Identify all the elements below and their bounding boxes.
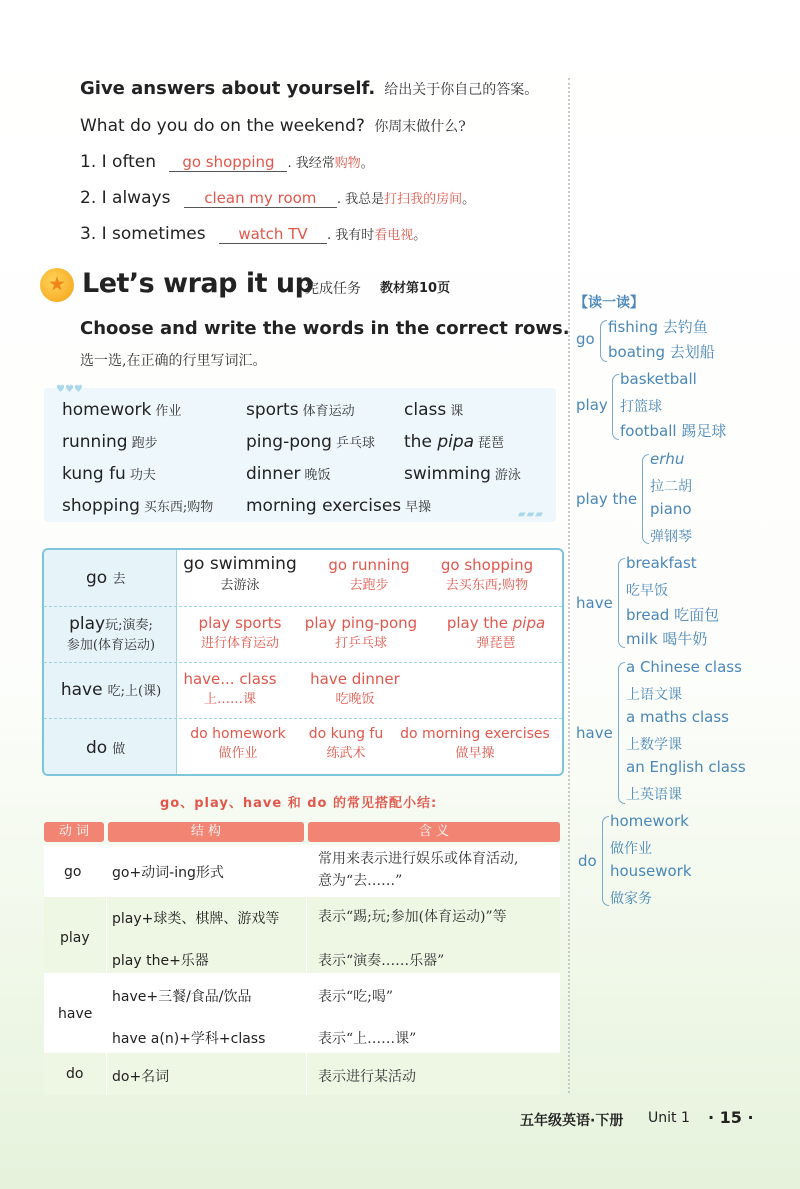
task1-title: Give answers about yourself. bbox=[80, 78, 376, 99]
verb-go: go 去 bbox=[86, 568, 126, 588]
summary-meaning: 表示“踢;玩;参加(体育运动)”等 bbox=[318, 909, 507, 925]
answer-cn: . 我有时 bbox=[327, 228, 375, 243]
summary-meaning: 意为“去……” bbox=[318, 873, 403, 889]
table-cell[interactable]: play sports 进行体育运动 bbox=[198, 614, 282, 651]
summary-verb: go bbox=[64, 864, 82, 880]
sidebar-item: football 踢足球 bbox=[620, 422, 727, 440]
sidebar-verb: play the bbox=[576, 490, 638, 508]
verb-do: do 做 bbox=[86, 738, 126, 758]
sidebar-item: boating 去划船 bbox=[608, 343, 715, 361]
answer-prefix: 2. I always bbox=[80, 188, 171, 208]
sidebar-item: breakfast bbox=[626, 554, 697, 572]
answer-cn-highlight: 购物 bbox=[334, 156, 361, 171]
sidebar-item: 弹钢琴 bbox=[650, 529, 692, 545]
row-divider bbox=[44, 718, 562, 719]
verb-play: play玩;演奏; 参加(体育运动) bbox=[66, 614, 156, 653]
table-cell[interactable]: go running 去跑步 bbox=[328, 556, 410, 593]
summary-structure: have a(n)+学科+class bbox=[112, 1031, 266, 1047]
word-item: running 跑步 bbox=[62, 432, 158, 452]
table-cell: go swimming 去游泳 bbox=[183, 554, 297, 593]
summary-verb: do bbox=[66, 1066, 84, 1082]
table-cell[interactable]: go shopping 去买东西;购物 bbox=[440, 556, 534, 593]
verb-have: have 吃;上(课) bbox=[60, 680, 162, 700]
sidebar-item: 吃早饭 bbox=[626, 583, 668, 599]
table-cell[interactable]: play the pipa 弹琵琶 bbox=[446, 614, 546, 651]
answer-cn-end: 。 bbox=[360, 156, 374, 171]
table-cell[interactable]: do morning exercises 做早操 bbox=[400, 726, 550, 761]
answer-prefix: 3. I sometimes bbox=[80, 224, 206, 244]
brace-icon bbox=[642, 454, 649, 544]
footer-unit: Unit 1 bbox=[648, 1110, 690, 1126]
table-cell[interactable]: do kung fu 练武术 bbox=[308, 726, 384, 761]
word-item: dinner 晚饭 bbox=[246, 464, 331, 484]
summary-meaning: 表示“演奏……乐器” bbox=[318, 953, 445, 969]
summary-vline bbox=[306, 845, 307, 1095]
question-cn: 你周末做什么? bbox=[374, 119, 466, 135]
word-item: swimming 游泳 bbox=[404, 464, 521, 484]
summary-structure: go+动词-ing形式 bbox=[112, 865, 224, 881]
row-divider bbox=[44, 662, 562, 663]
word-item: sports 体育运动 bbox=[246, 400, 355, 420]
word-item: homework 作业 bbox=[62, 400, 182, 420]
task1-title-cn: 给出关于你自己的答案。 bbox=[384, 82, 539, 98]
summary-header-meaning: 含 义 bbox=[308, 822, 560, 842]
sidebar-item: a maths class bbox=[626, 708, 729, 726]
word-item: morning exercises 早操 bbox=[246, 496, 432, 516]
answer-line-3 bbox=[80, 224, 426, 244]
sidebar-item: housework bbox=[610, 862, 692, 880]
section-badge-icon bbox=[40, 268, 74, 302]
answer-cn-end: 。 bbox=[462, 192, 476, 207]
brace-icon bbox=[612, 374, 619, 440]
section-subtitle: 完成任务 bbox=[305, 281, 361, 297]
book-reference: 教材第10页 bbox=[380, 281, 451, 296]
sidebar-verb: go bbox=[576, 330, 595, 348]
brace-icon bbox=[618, 662, 625, 804]
dashes-decoration-icon: ▰▰▰ bbox=[517, 509, 544, 520]
word-item: the pipa 琵琶 bbox=[404, 432, 505, 452]
answer-blank[interactable]: go shopping bbox=[169, 153, 287, 172]
brace-icon bbox=[600, 320, 607, 362]
summary-title: go、play、have 和 do 的常见搭配小结: bbox=[160, 796, 438, 811]
sidebar-item: basketball bbox=[620, 370, 697, 388]
summary-structure: have+三餐/食品/饮品 bbox=[112, 989, 252, 1005]
section-title: Let’s wrap it up bbox=[82, 268, 314, 299]
summary-structure: do+名词 bbox=[112, 1069, 170, 1085]
sidebar-item: a Chinese class bbox=[626, 658, 742, 676]
word-item: class 课 bbox=[404, 400, 464, 420]
answer-cn-end: 。 bbox=[413, 228, 427, 243]
sidebar-item: 上语文课 bbox=[626, 687, 682, 703]
footer-book: 五年级英语·下册 bbox=[520, 1113, 624, 1129]
row-divider bbox=[44, 606, 562, 607]
sidebar-item: homework bbox=[610, 812, 689, 830]
sidebar-item: piano bbox=[650, 500, 692, 518]
page-number: · 15 · bbox=[708, 1108, 754, 1127]
sidebar-item: erhu bbox=[650, 450, 685, 468]
word-bank bbox=[44, 384, 556, 522]
summary-header-structure: 结 构 bbox=[108, 822, 304, 842]
sidebar-item: 做家务 bbox=[610, 891, 652, 907]
table-cell[interactable]: have... class 上……课 bbox=[183, 670, 277, 707]
sidebar-item: bread 吃面包 bbox=[626, 606, 720, 624]
sidebar-verb: do bbox=[578, 852, 597, 870]
table-cell[interactable]: play ping-pong 打乒乓球 bbox=[304, 614, 418, 651]
sidebar-item: 做作业 bbox=[610, 841, 652, 857]
word-item: ping-pong 乒乓球 bbox=[246, 432, 375, 452]
sidebar-verb: have bbox=[576, 594, 613, 612]
classify-table bbox=[42, 548, 564, 776]
answer-cn: . 我经常 bbox=[287, 156, 335, 171]
brace-icon bbox=[602, 816, 609, 906]
sidebar-item: 拉二胡 bbox=[650, 479, 692, 495]
task2-title: Choose and write the words in the correct rows. bbox=[80, 318, 570, 339]
sidebar-verb: play bbox=[576, 396, 608, 414]
answer-cn-highlight: 看电视 bbox=[374, 228, 414, 243]
summary-structure: play+球类、棋牌、游戏等 bbox=[112, 911, 280, 927]
summary-meaning: 表示进行某活动 bbox=[318, 1069, 416, 1085]
answer-cn: . 我总是 bbox=[336, 192, 385, 207]
sidebar-title: 【读一读】 bbox=[574, 295, 644, 311]
summary-structure: play the+乐器 bbox=[112, 953, 209, 969]
table-cell[interactable]: do homework 做作业 bbox=[190, 726, 286, 761]
table-cell[interactable]: have dinner 吃晚饭 bbox=[310, 670, 400, 707]
column-divider bbox=[568, 78, 570, 1093]
answer-cn-highlight: 打扫我的房间 bbox=[384, 192, 463, 207]
summary-vline bbox=[106, 845, 107, 1095]
word-item: shopping 买东西;购物 bbox=[62, 496, 214, 516]
answer-blank[interactable]: clean my room bbox=[184, 189, 337, 208]
brace-icon bbox=[618, 558, 625, 648]
answer-prefix: 1. I often bbox=[80, 152, 157, 172]
summary-meaning: 表示“上……课” bbox=[318, 1031, 417, 1047]
sidebar-verb: have bbox=[576, 724, 613, 742]
sidebar-item: 上数学课 bbox=[626, 737, 682, 753]
star-icon bbox=[49, 276, 65, 292]
summary-verb: play bbox=[60, 930, 90, 946]
summary-meaning: 表示“吃;喝” bbox=[318, 989, 394, 1005]
word-item: kung fu 功夫 bbox=[62, 464, 156, 484]
task2-title-cn: 选一选,在正确的行里写词汇。 bbox=[80, 353, 267, 369]
summary-header-verb: 动 词 bbox=[44, 822, 104, 842]
hearts-decoration-icon: ♥♥♥ bbox=[56, 384, 83, 395]
sidebar-item: an English class bbox=[626, 758, 746, 776]
answer-blank[interactable]: watch TV bbox=[219, 225, 327, 244]
answer-line-2 bbox=[80, 188, 475, 208]
sidebar-item: milk 喝牛奶 bbox=[626, 630, 708, 648]
summary-verb: have bbox=[58, 1006, 93, 1022]
answer-line-1 bbox=[80, 152, 374, 172]
task1-question bbox=[80, 116, 466, 136]
sidebar-item: 打篮球 bbox=[620, 399, 662, 415]
summary-meaning: 常用来表示进行娱乐或体育活动, bbox=[318, 851, 519, 867]
question-text: What do you do on the weekend? bbox=[80, 116, 365, 136]
sidebar-item: fishing 去钓鱼 bbox=[608, 318, 708, 336]
sidebar-item: 上英语课 bbox=[626, 787, 682, 803]
task1-heading bbox=[80, 78, 538, 99]
